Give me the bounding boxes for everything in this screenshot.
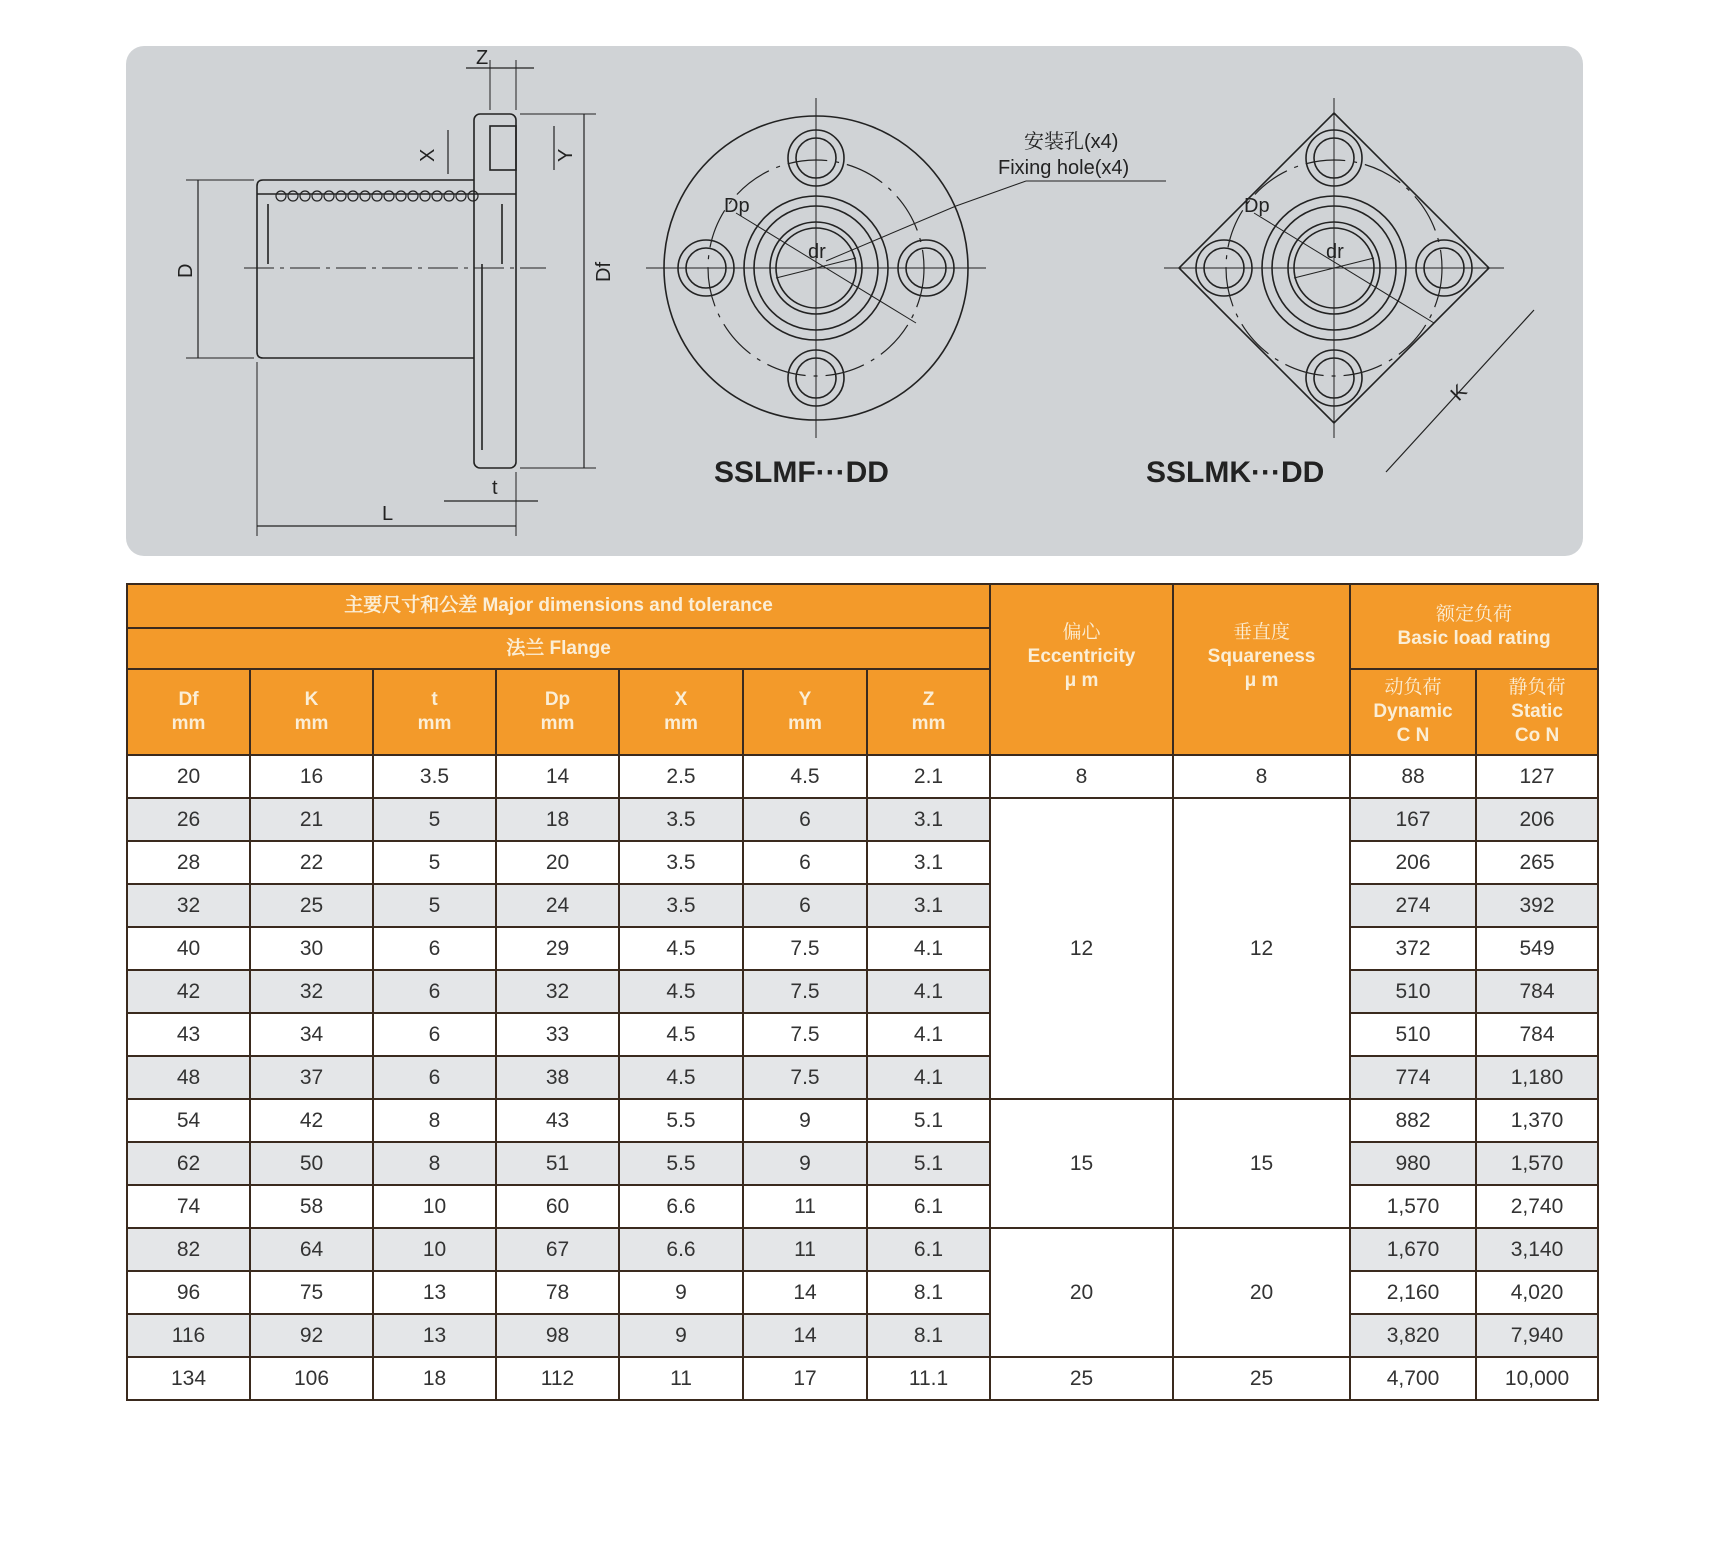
cell-Z: 8.1 [867, 1271, 990, 1314]
cell-Y: 14 [743, 1271, 867, 1314]
cell-Df: 40 [127, 927, 250, 970]
cell-static-load: 1,180 [1476, 1056, 1598, 1099]
cell-X: 5.5 [619, 1142, 743, 1185]
cell-dynamic-load: 882 [1350, 1099, 1476, 1142]
cell-Dp: 38 [496, 1056, 619, 1099]
cell-static-load: 1,370 [1476, 1099, 1598, 1142]
cell-Y: 7.5 [743, 927, 867, 970]
cell-dynamic-load: 372 [1350, 927, 1476, 970]
table-row [127, 1271, 1598, 1314]
cell-Df: 43 [127, 1013, 250, 1056]
cell-t: 5 [373, 798, 496, 841]
cell-dynamic-load: 510 [1350, 970, 1476, 1013]
cell-Y: 6 [743, 798, 867, 841]
cell-static-load: 7,940 [1476, 1314, 1598, 1357]
title-round-flange: SSLMF···DD [714, 456, 889, 489]
cell-t: 3.5 [373, 755, 496, 798]
header-flange: 法兰 Flange [127, 628, 990, 669]
cell-Df: 42 [127, 970, 250, 1013]
cell-t: 5 [373, 884, 496, 927]
cell-X: 9 [619, 1314, 743, 1357]
cell-static-load: 127 [1476, 755, 1598, 798]
cell-Y: 7.5 [743, 1056, 867, 1099]
col-X: X mm [619, 669, 743, 755]
cell-Z: 6.1 [867, 1185, 990, 1228]
cell-Df: 26 [127, 798, 250, 841]
cell-K: 64 [250, 1228, 373, 1271]
cell-static-load: 4,020 [1476, 1271, 1598, 1314]
cell-t: 5 [373, 841, 496, 884]
cell-Dp: 67 [496, 1228, 619, 1271]
cell-K: 34 [250, 1013, 373, 1056]
cell-Dp: 51 [496, 1142, 619, 1185]
cell-Z: 8.1 [867, 1314, 990, 1357]
table-body [127, 755, 1598, 1400]
cell-X: 6.6 [619, 1228, 743, 1271]
cell-eccentricity: 15 [990, 1099, 1173, 1228]
table-row [127, 841, 1598, 884]
cell-X: 4.5 [619, 1056, 743, 1099]
cell-Y: 4.5 [743, 755, 867, 798]
fixing-hole-cn: 安装孔(x4) [1024, 131, 1119, 153]
table-row [127, 1228, 1598, 1271]
table-row [127, 1013, 1598, 1056]
table-row [127, 798, 1598, 841]
cell-Dp: 60 [496, 1185, 619, 1228]
cell-t: 6 [373, 970, 496, 1013]
cell-static-load: 3,140 [1476, 1228, 1598, 1271]
cell-squareness: 15 [1173, 1099, 1350, 1228]
cell-static-load: 2,740 [1476, 1185, 1598, 1228]
col-Dp: Dp mm [496, 669, 619, 755]
cell-Df: 54 [127, 1099, 250, 1142]
dimensions-table [126, 583, 1599, 1401]
cell-dynamic-load: 510 [1350, 1013, 1476, 1056]
header-load-rating: 额定负荷 Basic load rating [1350, 584, 1598, 669]
cell-Y: 6 [743, 884, 867, 927]
technical-drawing [126, 46, 1583, 556]
table-row [127, 1357, 1598, 1400]
cell-Z: 4.1 [867, 1056, 990, 1099]
cell-dynamic-load: 88 [1350, 755, 1476, 798]
cell-t: 8 [373, 1142, 496, 1185]
label-D: D [175, 263, 197, 278]
cell-t: 13 [373, 1314, 496, 1357]
cell-Y: 11 [743, 1185, 867, 1228]
table-row [127, 970, 1598, 1013]
cell-X: 4.5 [619, 1013, 743, 1056]
cell-squareness: 20 [1173, 1228, 1350, 1357]
cell-K: 25 [250, 884, 373, 927]
cell-Z: 6.1 [867, 1228, 990, 1271]
cell-Z: 11.1 [867, 1357, 990, 1400]
cell-Dp: 18 [496, 798, 619, 841]
cell-static-load: 10,000 [1476, 1357, 1598, 1400]
table-row [127, 1056, 1598, 1099]
cell-Dp: 98 [496, 1314, 619, 1357]
cell-Df: 96 [127, 1271, 250, 1314]
cell-dynamic-load: 3,820 [1350, 1314, 1476, 1357]
col-dynamic: 动负荷 Dynamic C N [1350, 669, 1476, 755]
cell-X: 6.6 [619, 1185, 743, 1228]
table-row [127, 884, 1598, 927]
cell-static-load: 206 [1476, 798, 1598, 841]
title-square-flange: SSLMK···DD [1146, 456, 1325, 489]
cell-Df: 48 [127, 1056, 250, 1099]
cell-K: 50 [250, 1142, 373, 1185]
cell-Y: 11 [743, 1228, 867, 1271]
cell-Dp: 43 [496, 1099, 619, 1142]
cell-Z: 3.1 [867, 884, 990, 927]
cell-squareness: 8 [1173, 755, 1350, 798]
cell-eccentricity: 12 [990, 798, 1173, 1099]
cell-squareness: 12 [1173, 798, 1350, 1099]
cell-t: 8 [373, 1099, 496, 1142]
table-row [127, 1185, 1598, 1228]
cell-X: 5.5 [619, 1099, 743, 1142]
label-Dp: Dp [724, 195, 750, 217]
col-Y: Y mm [743, 669, 867, 755]
cell-X: 3.5 [619, 841, 743, 884]
cell-Df: 32 [127, 884, 250, 927]
cell-Dp: 112 [496, 1357, 619, 1400]
cell-X: 4.5 [619, 927, 743, 970]
cell-Df: 82 [127, 1228, 250, 1271]
cell-static-load: 392 [1476, 884, 1598, 927]
cell-Z: 5.1 [867, 1142, 990, 1185]
cell-Dp: 24 [496, 884, 619, 927]
cell-Z: 3.1 [867, 841, 990, 884]
cell-t: 6 [373, 927, 496, 970]
label-dr-square: dr [1326, 241, 1344, 263]
cell-Dp: 78 [496, 1271, 619, 1314]
cell-K: 106 [250, 1357, 373, 1400]
cell-t: 6 [373, 1013, 496, 1056]
header-eccentricity: 偏心 Eccentricity μ m [990, 584, 1173, 755]
col-K: K mm [250, 669, 373, 755]
header-squareness: 垂直度 Squareness μ m [1173, 584, 1350, 755]
cell-K: 22 [250, 841, 373, 884]
cell-X: 2.5 [619, 755, 743, 798]
label-K: K [1446, 380, 1472, 406]
cell-Dp: 32 [496, 970, 619, 1013]
cell-K: 16 [250, 755, 373, 798]
cell-dynamic-load: 1,670 [1350, 1228, 1476, 1271]
label-X: X [417, 148, 439, 162]
cell-Dp: 29 [496, 927, 619, 970]
cell-Df: 62 [127, 1142, 250, 1185]
cell-static-load: 549 [1476, 927, 1598, 970]
cell-K: 92 [250, 1314, 373, 1357]
cell-eccentricity: 8 [990, 755, 1173, 798]
cell-static-load: 265 [1476, 841, 1598, 884]
cell-Y: 6 [743, 841, 867, 884]
cell-Z: 5.1 [867, 1099, 990, 1142]
cell-K: 58 [250, 1185, 373, 1228]
col-Df: Df mm [127, 669, 250, 755]
cell-Y: 14 [743, 1314, 867, 1357]
table-row [127, 1099, 1598, 1142]
cell-Dp: 20 [496, 841, 619, 884]
cell-Df: 28 [127, 841, 250, 884]
cell-Z: 4.1 [867, 1013, 990, 1056]
table-row [127, 755, 1598, 798]
cell-Df: 134 [127, 1357, 250, 1400]
cell-X: 9 [619, 1271, 743, 1314]
fixing-hole-en: Fixing hole(x4) [998, 157, 1130, 179]
cell-K: 30 [250, 927, 373, 970]
cell-Dp: 14 [496, 755, 619, 798]
cell-K: 75 [250, 1271, 373, 1314]
label-t: t [492, 477, 498, 499]
cell-Y: 7.5 [743, 970, 867, 1013]
cell-dynamic-load: 980 [1350, 1142, 1476, 1185]
cell-X: 3.5 [619, 884, 743, 927]
cell-dynamic-load: 2,160 [1350, 1271, 1476, 1314]
cell-t: 13 [373, 1271, 496, 1314]
cell-Z: 4.1 [867, 927, 990, 970]
cell-t: 18 [373, 1357, 496, 1400]
col-Z: Z mm [867, 669, 990, 755]
label-dr: dr [808, 241, 826, 263]
label-Df: Df [593, 262, 615, 282]
cell-Z: 4.1 [867, 970, 990, 1013]
cell-Df: 74 [127, 1185, 250, 1228]
label-Y: Y [555, 148, 577, 162]
cell-Y: 9 [743, 1099, 867, 1142]
cell-t: 10 [373, 1185, 496, 1228]
cell-X: 3.5 [619, 798, 743, 841]
cell-Z: 3.1 [867, 798, 990, 841]
cell-Y: 9 [743, 1142, 867, 1185]
col-t: t mm [373, 669, 496, 755]
cell-Df: 20 [127, 755, 250, 798]
table-row [127, 927, 1598, 970]
cell-static-load: 784 [1476, 970, 1598, 1013]
cell-static-load: 784 [1476, 1013, 1598, 1056]
cell-Df: 116 [127, 1314, 250, 1357]
cell-squareness: 25 [1173, 1357, 1350, 1400]
cell-eccentricity: 25 [990, 1357, 1173, 1400]
cell-X: 11 [619, 1357, 743, 1400]
drawing-panel [126, 46, 1583, 556]
label-L: L [382, 503, 394, 525]
cell-Z: 2.1 [867, 755, 990, 798]
cell-eccentricity: 20 [990, 1228, 1173, 1357]
cell-K: 21 [250, 798, 373, 841]
cell-dynamic-load: 167 [1350, 798, 1476, 841]
table-row [127, 1142, 1598, 1185]
cell-dynamic-load: 774 [1350, 1056, 1476, 1099]
cell-t: 10 [373, 1228, 496, 1271]
cell-dynamic-load: 1,570 [1350, 1185, 1476, 1228]
col-static: 静负荷 Static Co N [1476, 669, 1598, 755]
cell-dynamic-load: 206 [1350, 841, 1476, 884]
cell-static-load: 1,570 [1476, 1142, 1598, 1185]
cell-X: 4.5 [619, 970, 743, 1013]
cell-K: 42 [250, 1099, 373, 1142]
cell-Y: 17 [743, 1357, 867, 1400]
table-row [127, 1314, 1598, 1357]
cell-dynamic-load: 4,700 [1350, 1357, 1476, 1400]
label-Dp-square: Dp [1244, 195, 1270, 217]
cell-Dp: 33 [496, 1013, 619, 1056]
label-Z: Z [476, 47, 489, 69]
cell-K: 37 [250, 1056, 373, 1099]
cell-dynamic-load: 274 [1350, 884, 1476, 927]
cell-K: 32 [250, 970, 373, 1013]
cell-Y: 7.5 [743, 1013, 867, 1056]
cell-t: 6 [373, 1056, 496, 1099]
header-major-dimensions: 主要尺寸和公差 Major dimensions and tolerance [127, 584, 990, 628]
